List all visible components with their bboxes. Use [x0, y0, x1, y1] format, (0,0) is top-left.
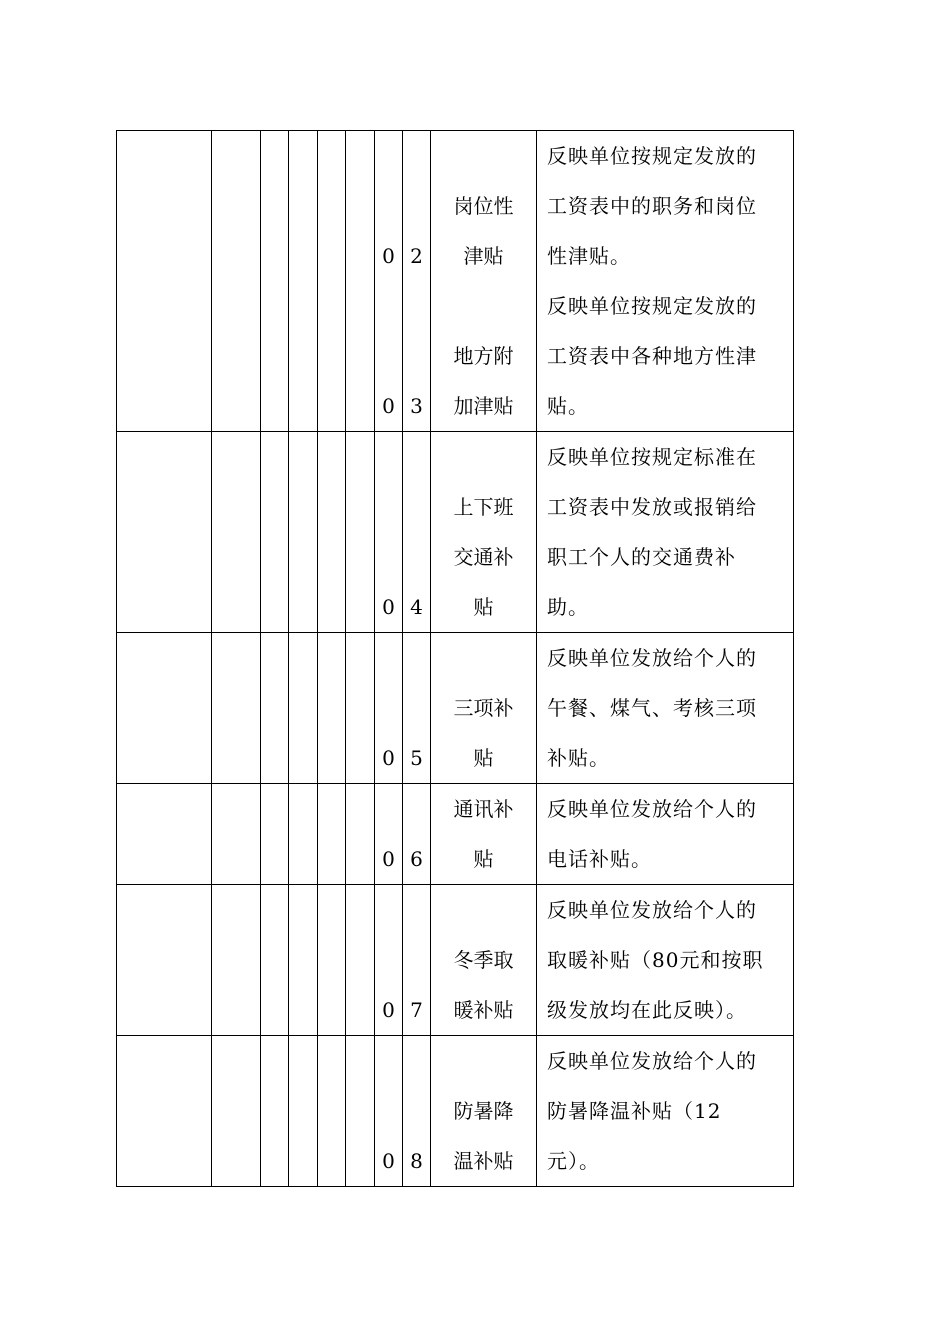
code-digit: 0 — [382, 1149, 395, 1173]
code-digit: 7 — [410, 998, 423, 1022]
item-description-line: 贴。 — [547, 394, 589, 418]
blank-cell — [318, 633, 346, 784]
item-description-line: 工资表中的职务和岗位 — [547, 194, 757, 218]
code-digit: 8 — [410, 1149, 423, 1173]
item-name-line: 通讯补 — [453, 797, 514, 821]
item-name-cell — [431, 1036, 537, 1187]
item-description-cell — [537, 784, 794, 885]
blank-cell — [318, 131, 346, 432]
code-digit-1-cell — [375, 432, 403, 633]
item-description-line: 性津贴。 — [547, 244, 631, 268]
code-digit-2-cell — [403, 131, 431, 432]
blank-cell — [212, 784, 261, 885]
item-name-cell — [431, 432, 537, 633]
code-digit-1-cell — [375, 885, 403, 1036]
code-digit: 6 — [410, 847, 423, 871]
item-description-line: 防暑降温补贴（12 — [547, 1099, 722, 1123]
blank-cell — [117, 633, 212, 784]
item-description-line: 职工个人的交通费补 — [547, 545, 736, 569]
code-digit: 0 — [382, 998, 395, 1022]
table-row — [117, 131, 794, 432]
blank-cell — [212, 1036, 261, 1187]
item-description-line: 补贴。 — [547, 746, 610, 770]
code-digit: 0 — [382, 394, 395, 418]
blank-cell — [318, 432, 346, 633]
item-description-line: 电话补贴。 — [547, 847, 652, 871]
table-row — [117, 432, 794, 633]
table-row — [117, 784, 794, 885]
item-description-line: 反映单位按规定发放的 — [547, 294, 757, 318]
item-name-line: 地方附 — [453, 344, 514, 368]
blank-cell — [318, 885, 346, 1036]
blank-cell — [346, 784, 375, 885]
code-digit: 3 — [410, 394, 423, 418]
table-row — [117, 885, 794, 1036]
item-description-line: 级发放均在此反映）。 — [547, 998, 747, 1022]
blank-cell — [117, 885, 212, 1036]
blank-cell — [346, 633, 375, 784]
item-description-line: 午餐、煤气、考核三项 — [547, 696, 757, 720]
blank-cell — [212, 432, 261, 633]
code-digit-2-cell — [403, 885, 431, 1036]
blank-cell — [117, 784, 212, 885]
blank-cell — [212, 885, 261, 1036]
blank-cell — [212, 633, 261, 784]
item-name-line: 三项补 — [453, 696, 514, 720]
item-description-line: 工资表中发放或报销给 — [547, 495, 757, 519]
code-digit: 2 — [410, 244, 423, 268]
item-description-line: 元）。 — [547, 1149, 600, 1173]
code-digit-1-cell — [375, 633, 403, 784]
item-description-line: 反映单位发放给个人的 — [547, 898, 757, 922]
item-description-cell — [537, 633, 794, 784]
item-name-line: 温补贴 — [453, 1149, 514, 1173]
code-digit: 0 — [382, 847, 395, 871]
item-description-cell — [537, 885, 794, 1036]
item-name-cell — [431, 885, 537, 1036]
item-description-line: 反映单位按规定发放的 — [547, 144, 757, 168]
blank-cell — [261, 633, 289, 784]
table-row — [117, 1036, 794, 1187]
blank-cell — [289, 432, 318, 633]
blank-cell — [261, 131, 289, 432]
item-name-line: 加津贴 — [453, 394, 514, 418]
blank-cell — [318, 1036, 346, 1187]
item-name-line: 岗位性 — [453, 194, 514, 218]
item-name-line: 津贴 — [463, 244, 504, 268]
code-digit: 4 — [410, 595, 423, 619]
item-description-cell — [537, 432, 794, 633]
item-description-line: 反映单位按规定标准在 — [547, 445, 757, 469]
blank-cell — [289, 885, 318, 1036]
code-digit: 5 — [410, 746, 423, 770]
item-name-line: 冬季取 — [453, 948, 514, 972]
item-description-cell — [537, 131, 794, 432]
code-digit: 0 — [382, 244, 395, 268]
blank-cell — [318, 784, 346, 885]
blank-cell — [346, 885, 375, 1036]
blank-cell — [117, 432, 212, 633]
blank-cell — [346, 432, 375, 633]
item-name-cell — [431, 633, 537, 784]
blank-cell — [117, 1036, 212, 1187]
item-description-line: 工资表中各种地方性津 — [547, 344, 757, 368]
code-digit-1-cell — [375, 131, 403, 432]
blank-cell — [261, 1036, 289, 1187]
item-name-line: 防暑降 — [453, 1099, 514, 1123]
item-name-line: 上下班 — [453, 495, 514, 519]
item-description-line: 反映单位发放给个人的 — [547, 1049, 757, 1073]
table-row — [117, 633, 794, 784]
blank-cell — [261, 885, 289, 1036]
item-name-line: 贴 — [473, 595, 494, 619]
item-name-line: 贴 — [473, 847, 494, 871]
blank-cell — [212, 131, 261, 432]
code-digit-2-cell — [403, 633, 431, 784]
blank-cell — [117, 131, 212, 432]
item-name-line: 交通补 — [453, 545, 514, 569]
blank-cell — [346, 131, 375, 432]
code-digit-1-cell — [375, 784, 403, 885]
subsidy-account-table — [116, 130, 794, 1187]
item-description-line: 反映单位发放给个人的 — [547, 646, 757, 670]
blank-cell — [289, 633, 318, 784]
item-description-line: 助。 — [547, 595, 589, 619]
blank-cell — [261, 784, 289, 885]
table-body — [117, 131, 794, 1187]
item-name-line: 暖补贴 — [453, 998, 514, 1022]
blank-cell — [289, 131, 318, 432]
item-name-cell — [431, 131, 537, 432]
item-name-cell — [431, 784, 537, 885]
code-digit-1-cell — [375, 1036, 403, 1187]
blank-cell — [289, 1036, 318, 1187]
code-digit-2-cell — [403, 784, 431, 885]
code-digit: 0 — [382, 595, 395, 619]
blank-cell — [261, 432, 289, 633]
code-digit-2-cell — [403, 1036, 431, 1187]
code-digit: 0 — [382, 746, 395, 770]
item-name-line: 贴 — [473, 746, 494, 770]
blank-cell — [289, 784, 318, 885]
item-description-line: 反映单位发放给个人的 — [547, 797, 757, 821]
blank-cell — [346, 1036, 375, 1187]
item-description-cell — [537, 1036, 794, 1187]
item-description-line: 取暖补贴（80元和按职 — [547, 948, 764, 972]
code-digit-2-cell — [403, 432, 431, 633]
